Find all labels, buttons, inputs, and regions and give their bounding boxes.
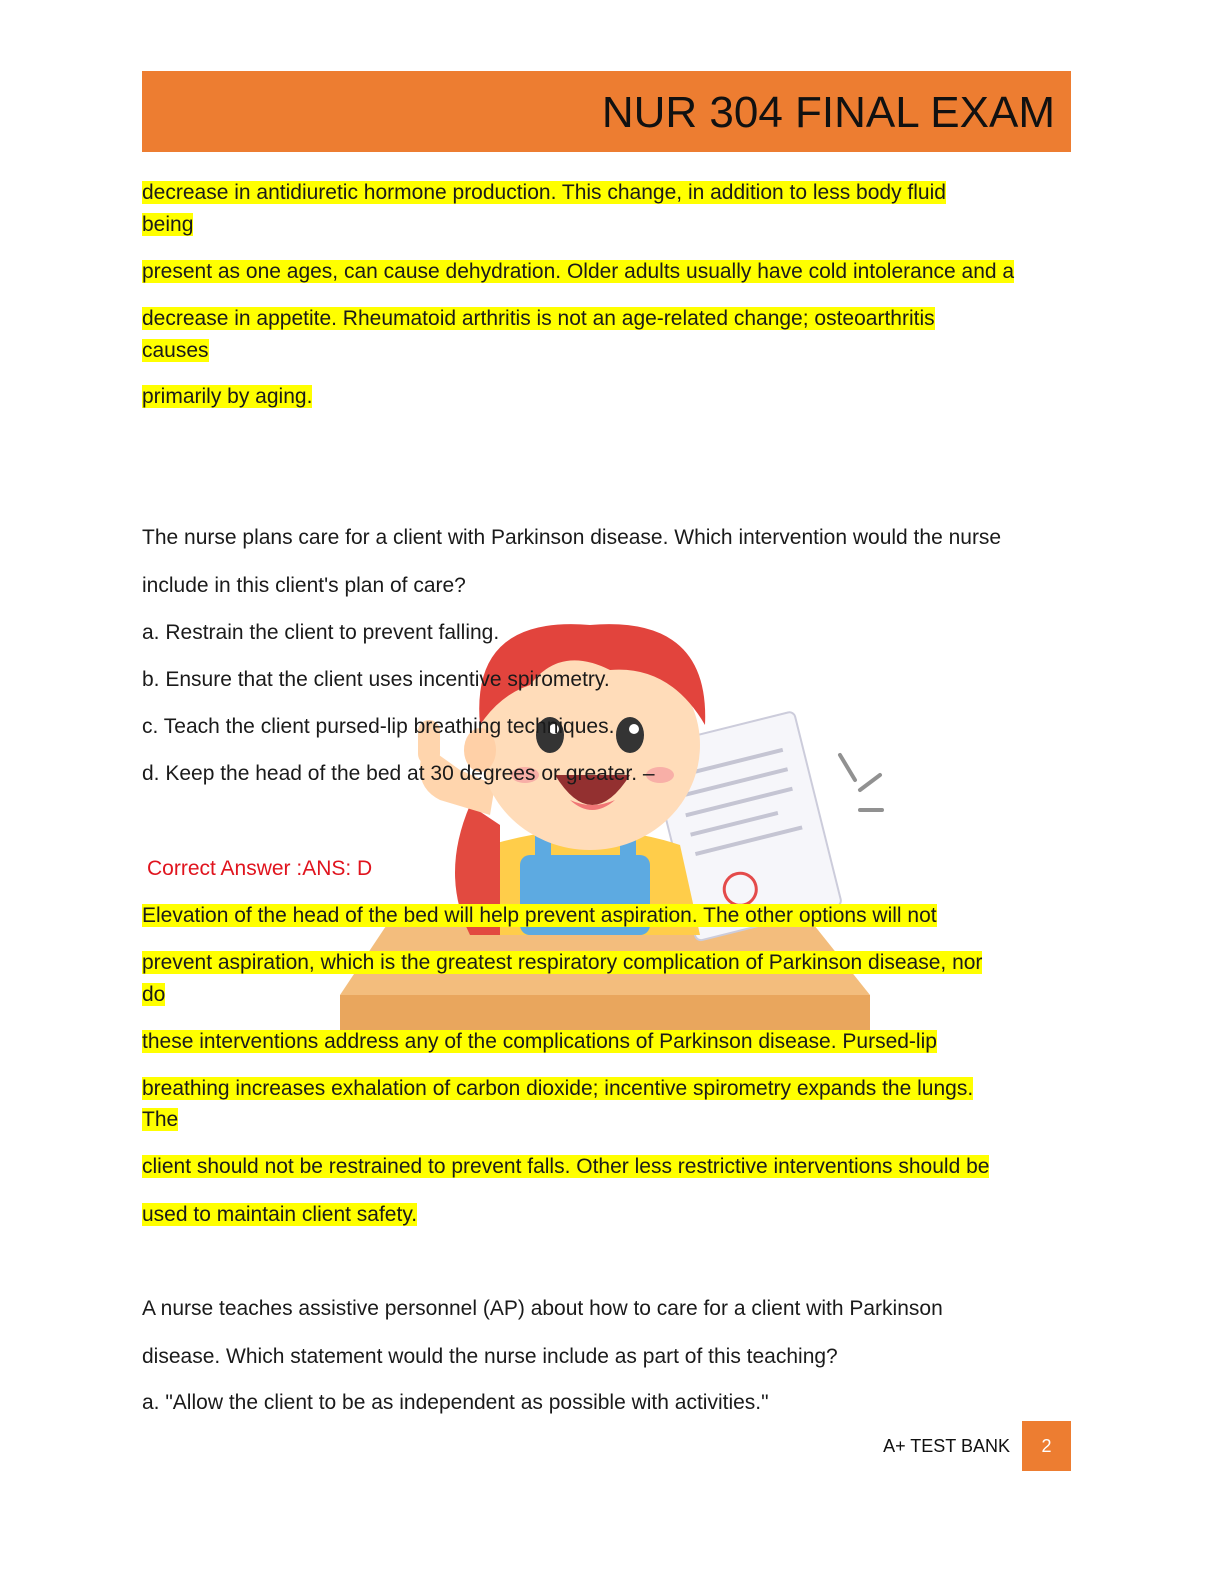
answer-option-c: c. Teach the client pursed-lip breathing techniques.: [142, 715, 615, 738]
page-title: NUR 304 FINAL EXAM: [601, 88, 1055, 137]
header-bar: [142, 71, 1071, 152]
explanation-line: breathing increases exhalation of carbon dioxide; incentive spirometry expands the lungs.: [142, 1077, 974, 1100]
explanation-line: these interventions address any of the complications of Parkinson disease. Pursed-lip: [142, 1030, 937, 1053]
answer-option-d: d. Keep the head of the bed at 30 degrees or greater. –: [142, 762, 655, 785]
explanation-line: Elevation of the head of the bed will help prevent aspiration. The other options will not: [142, 904, 937, 927]
explanation-line: causes: [142, 339, 209, 362]
footer-label: A+ TEST BANK: [883, 1436, 1010, 1456]
answer-option-a: a. Restrain the client to prevent falling.: [142, 621, 500, 644]
question-stem: A nurse teaches assistive personnel (AP) about how to care for a client with Parkinson: [142, 1297, 943, 1320]
explanation-line: used to maintain client safety.: [142, 1203, 418, 1226]
question-stem: include in this client's plan of care?: [142, 574, 466, 597]
answer-option-b: b. Ensure that the client uses incentive spirometry.: [142, 668, 610, 691]
explanation-line: prevent aspiration, which is the greatest respiratory complication of Parkinson disease, nor: [142, 951, 983, 974]
explanation-line: client should not be restrained to prevent falls. Other less restrictive interventions should be: [142, 1155, 990, 1178]
correct-answer: Correct Answer :ANS: D: [147, 857, 373, 880]
explanation-line: decrease in appetite. Rheumatoid arthritis is not an age-related change; osteoarthritis: [142, 307, 935, 330]
explanation-line: present as one ages, can cause dehydration. Older adults usually have cold intolerance and a: [142, 260, 1015, 283]
question-stem: disease. Which statement would the nurse include as part of this teaching?: [142, 1345, 838, 1368]
explanation-line: decrease in antidiuretic hormone production. This change, in addition to less body fluid: [142, 181, 946, 204]
question-stem: The nurse plans care for a client with Parkinson disease. Which intervention would the nurse: [142, 526, 1002, 549]
explanation-line: primarily by aging.: [142, 385, 313, 408]
page-number: 2: [1022, 1421, 1071, 1471]
explanation-line: The: [142, 1108, 179, 1131]
explanation-line: being: [142, 213, 194, 236]
explanation-line: do: [142, 983, 166, 1006]
answer-option-a: a. "Allow the client to be as independent as possible with activities.": [142, 1391, 769, 1414]
